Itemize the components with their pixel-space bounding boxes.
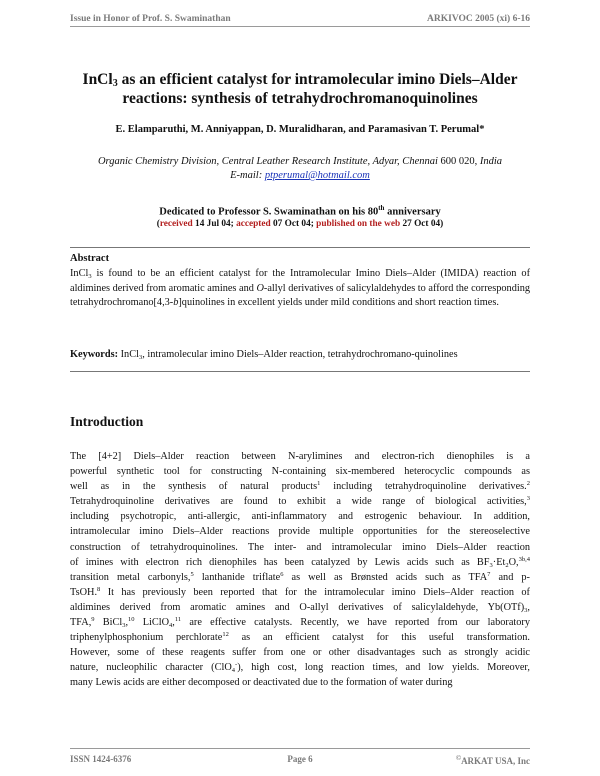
footer-rule [70,748,530,749]
body-line: transition metal carbonyls,$^5$ lanthanide triflate$^6$ as well as Brønsted acids such as TFA$^7$ and p- [70,570,530,583]
footer-issn: ISSN 1424-6376 [70,754,132,764]
footer-publisher: ©ARKAT USA, Inc [455,754,530,766]
keywords: Keywords: InCl$_3$, intramolecular imino Diels–Alder reaction, tetrahydrochromano-quinolines [70,349,458,361]
body-line: TFA,$^9$ BiCl$_3$,$^{10}$ LiClO$_4$,$^{11}$ are effective catalysts. Recently, we have reported from our laboratory [70,616,530,630]
body-line: construction of tetrahydroquinolines. The inter- and intramolecular imino Diels–Alder reaction [70,541,530,553]
body-line: many Lewis acids are either decomposed or deactivated due to the formation of water during [70,677,453,689]
body-line: including psychotropic, anti-allergic, anti-inflammatory and estrogenic behaviour. In addition, [70,511,530,523]
body-line: The [4+2] Diels–Alder reaction between N-arylimines and electron-rich dienophiles is a [70,451,530,462]
introduction-body [70,449,530,691]
body-line: triphenylphosphonium perchlorate$^{12}$ as an efficient catalyst for this useful transformation. [70,631,530,644]
publication-dates: (received 14 Jul 04; accepted 07 Oct 04; published on the web 27 Oct 04) [156,219,444,229]
author-list: E. Elamparuthi, M. Anniyappan, D. Muralidharan, and Paramasivan T. Perumal* [115,124,485,135]
paper-title: InCl$_3$ as an efficient catalyst for intramolecular imino Diels–Alder reactions: synthesis of tetrahydrochromanoquinolines [82,71,518,107]
body-line: Tetrahydroquinoline derivatives are found to exhibit a wide range of biological activities,$^3$ [70,495,530,508]
email-link[interactable]: ptperumal@hotmail.com [264,170,370,181]
header-journal: ARKIVOC 2005 (xi) 6-16 [427,14,530,24]
body-line: However, some of these reagents suffer from one or other disadvantages such as strongly acidic [70,647,530,659]
dedication: Dedicated to Professor S. Swaminathan on his 80th anniversary [159,204,441,218]
header-issue: Issue in Honor of Prof. S. Swaminathan [70,14,231,24]
body-line: powerful synthetic tool for constructing N-containing six-membered heterocyclic compounds as [70,466,530,478]
body-line: intramolecular imino Diels–Alder reactions provide multiple opportunities for the stereoselective [70,526,530,538]
introduction-heading: Introduction [70,414,144,429]
page-number: Page 6 [287,754,313,764]
affiliation: Organic Chemistry Division, Central Leather Research Institute, Adyar, Chennai 600 020, India E-mail: ptperumal@hotmail.com [97,156,503,181]
body-line: well as in the synthesis of natural products$^1$ including tetrahydroquinoline derivatives.$^2$ [70,480,530,493]
header-rule [70,26,530,27]
copyright-symbol: © [455,754,462,762]
body-line: aldimines derived from aromatic amines and O-allyl derivatives of salicylaldehyde, $Yb(OTf)_3$, [70,601,530,614]
body-line: nature, nucleophilic character (ClO$_4$-), high cost, long reaction times, and low yields. Moreover, [70,661,530,675]
abstract-heading: Abstract [70,253,110,264]
body-line: TsOH.$^8$ It has previously been reported that for the intramolecular imino Diels–Alder reaction of [70,585,530,598]
abstract-bottom-rule [70,371,530,372]
body-line: of imines with electron rich dienophiles has been catalyzed by Lewis acids such as $BF_3\cdot Et_2O,^{3b,4}$ [70,555,530,569]
abstract-text: InCl$_3$ is found to be an efficient catalyst for the Intramolecular Imino Diels–Alder (IMIDA) reaction of aldimines derived from aromatic amines and O-allyl derivatives of salicylaldehydes to afford the corresponding tetrahydrochromano[4,3-b]quinolines in excellent yields under mild conditions and short reaction times. [70,268,530,309]
running-header [70,10,530,30]
abstract-top-rule [70,247,530,248]
